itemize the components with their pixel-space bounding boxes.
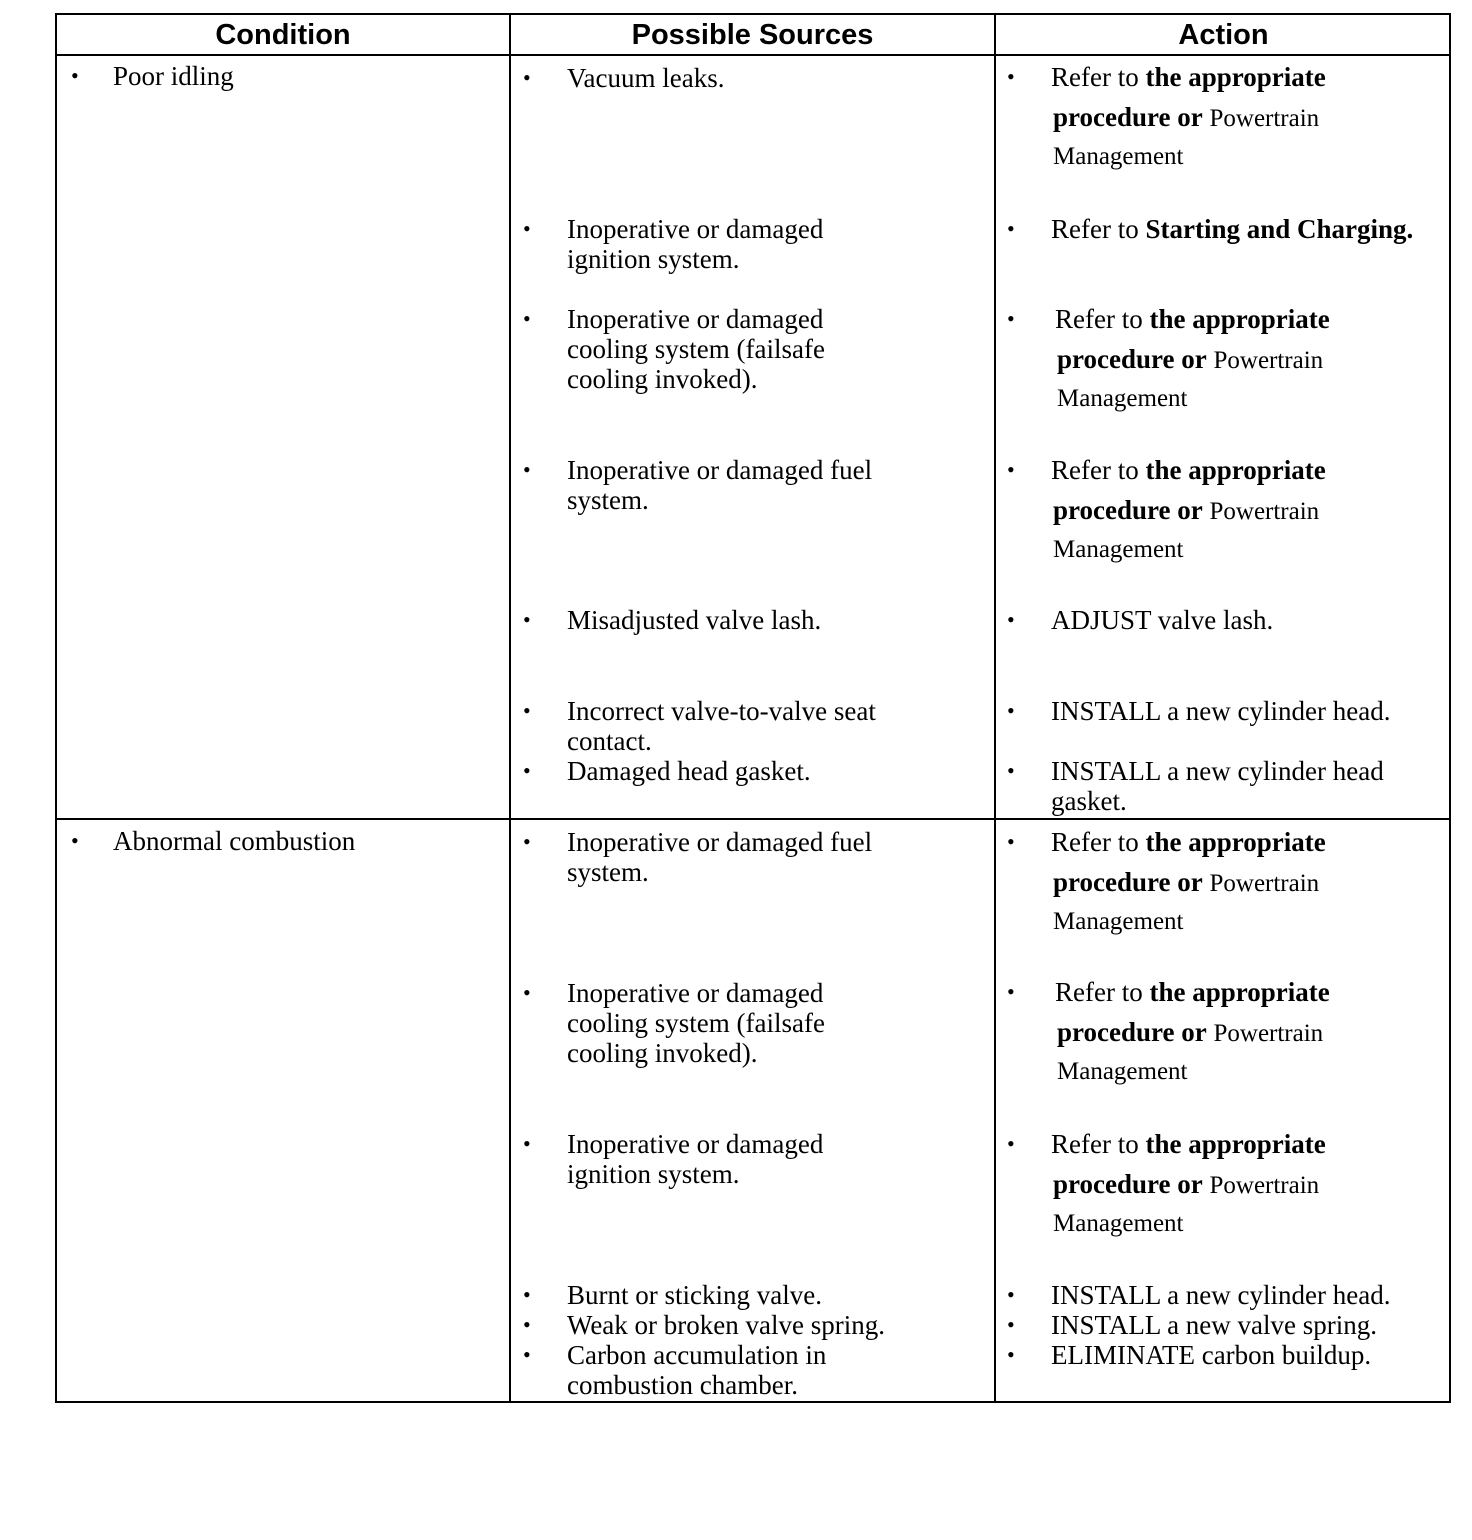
row-divider	[57, 818, 1449, 820]
source-text: Inoperative or damaged cooling system (failsafe cooling invoked).	[567, 978, 825, 1068]
action-bold-text: procedure or	[1053, 495, 1203, 525]
bullet: •	[1007, 306, 1015, 331]
action-text: Refer to	[1055, 977, 1150, 1007]
bullet: •	[523, 980, 531, 1005]
action-text: Management	[1053, 143, 1184, 170]
action-text: Management	[1053, 1210, 1184, 1237]
bullet: •	[523, 1131, 531, 1156]
action-bold-text: the appropriate	[1149, 977, 1330, 1007]
source-text: Incorrect valve-to-valve seat contact.	[567, 696, 876, 756]
column-divider	[509, 15, 511, 1401]
bullet: •	[523, 1312, 531, 1337]
bullet: •	[523, 1342, 531, 1367]
action-bold-text: procedure or	[1053, 102, 1203, 132]
action-text: Powertrain	[1209, 105, 1320, 132]
bullet: •	[1007, 829, 1015, 854]
bullet: •	[523, 216, 531, 241]
source-text: Inoperative or damaged fuel system.	[567, 827, 873, 887]
header-action: Action	[1178, 19, 1269, 51]
source-text: Carbon accumulation in combustion chamber.	[567, 1340, 827, 1400]
condition-text: Abnormal combustion	[113, 826, 356, 856]
action-bold-text: the appropriate	[1145, 827, 1326, 857]
bullet: •	[1007, 698, 1015, 723]
action-bold-text: the appropriate	[1145, 1129, 1326, 1159]
bullet: •	[523, 306, 531, 331]
action-text: Management	[1053, 536, 1184, 563]
action-text: Management	[1057, 1058, 1188, 1085]
action-text: Powertrain	[1213, 347, 1324, 374]
action-text: INSTALL a new cylinder head.	[1051, 696, 1391, 726]
action-bold-text: the appropriate	[1145, 455, 1326, 485]
source-text: Damaged head gasket.	[567, 756, 811, 786]
source-text: Misadjusted valve lash.	[567, 605, 822, 635]
action-text: ELIMINATE carbon buildup.	[1051, 1340, 1372, 1370]
bullet: •	[1007, 979, 1015, 1004]
condition-text: Poor idling	[113, 61, 234, 91]
diagnosis-table	[55, 13, 1451, 1403]
bullet: •	[523, 1282, 531, 1307]
bullet: •	[1007, 216, 1015, 241]
bullet: •	[1007, 457, 1015, 482]
action-text: INSTALL a new cylinder head.	[1051, 1280, 1391, 1310]
action-bold-text: procedure or	[1053, 867, 1203, 897]
column-divider	[994, 15, 996, 1401]
action-text: Refer to	[1051, 214, 1146, 244]
bullet: •	[1007, 1342, 1015, 1367]
action-text: ADJUST valve lash.	[1051, 605, 1274, 635]
action-text: Powertrain	[1209, 1172, 1320, 1199]
source-text: Weak or broken valve spring.	[567, 1310, 885, 1340]
action-text: Refer to	[1051, 1129, 1146, 1159]
action-bold-text: the appropriate	[1145, 62, 1326, 92]
source-text: Inoperative or damaged cooling system (failsafe cooling invoked).	[567, 304, 825, 394]
bullet: •	[1007, 1282, 1015, 1307]
bullet: •	[71, 828, 79, 853]
source-text: Inoperative or damaged fuel system.	[567, 455, 873, 515]
action-bold-text: procedure or	[1057, 344, 1207, 374]
header-possible-sources: Possible Sources	[631, 19, 874, 51]
bullet: •	[523, 698, 531, 723]
source-text: Inoperative or damaged ignition system.	[567, 214, 824, 274]
bullet: •	[1007, 64, 1015, 89]
source-text: Burnt or sticking valve.	[567, 1280, 822, 1310]
bullet: •	[523, 829, 531, 854]
action-text: Refer to	[1055, 304, 1150, 334]
action-bold-text: procedure or	[1053, 1169, 1203, 1199]
source-text: Vacuum leaks.	[567, 63, 725, 93]
bullet: •	[1007, 1312, 1015, 1337]
action-text: Management	[1057, 385, 1188, 412]
header-condition: Condition	[215, 19, 351, 51]
action-bold-text: procedure or	[1057, 1017, 1207, 1047]
action-text: Powertrain	[1209, 498, 1320, 525]
action-text: Management	[1053, 908, 1184, 935]
bullet: •	[1007, 1131, 1015, 1156]
bullet: •	[523, 457, 531, 482]
action-text: INSTALL a new cylinder head gasket.	[1051, 756, 1384, 816]
action-bold-text: Starting and Charging.	[1145, 214, 1414, 244]
source-text: Inoperative or damaged ignition system.	[567, 1129, 824, 1189]
action-text: Powertrain	[1213, 1020, 1324, 1047]
bullet: •	[71, 63, 79, 88]
action-text: INSTALL a new valve spring.	[1051, 1310, 1378, 1340]
action-text: Refer to	[1051, 827, 1146, 857]
bullet: •	[523, 758, 531, 783]
bullet: •	[523, 607, 531, 632]
bullet: •	[523, 65, 531, 90]
bullet: •	[1007, 607, 1015, 632]
action-text: Refer to	[1051, 62, 1146, 92]
bullet: •	[1007, 758, 1015, 783]
action-text: Powertrain	[1209, 870, 1320, 897]
action-text: Refer to	[1051, 455, 1146, 485]
action-bold-text: the appropriate	[1149, 304, 1330, 334]
